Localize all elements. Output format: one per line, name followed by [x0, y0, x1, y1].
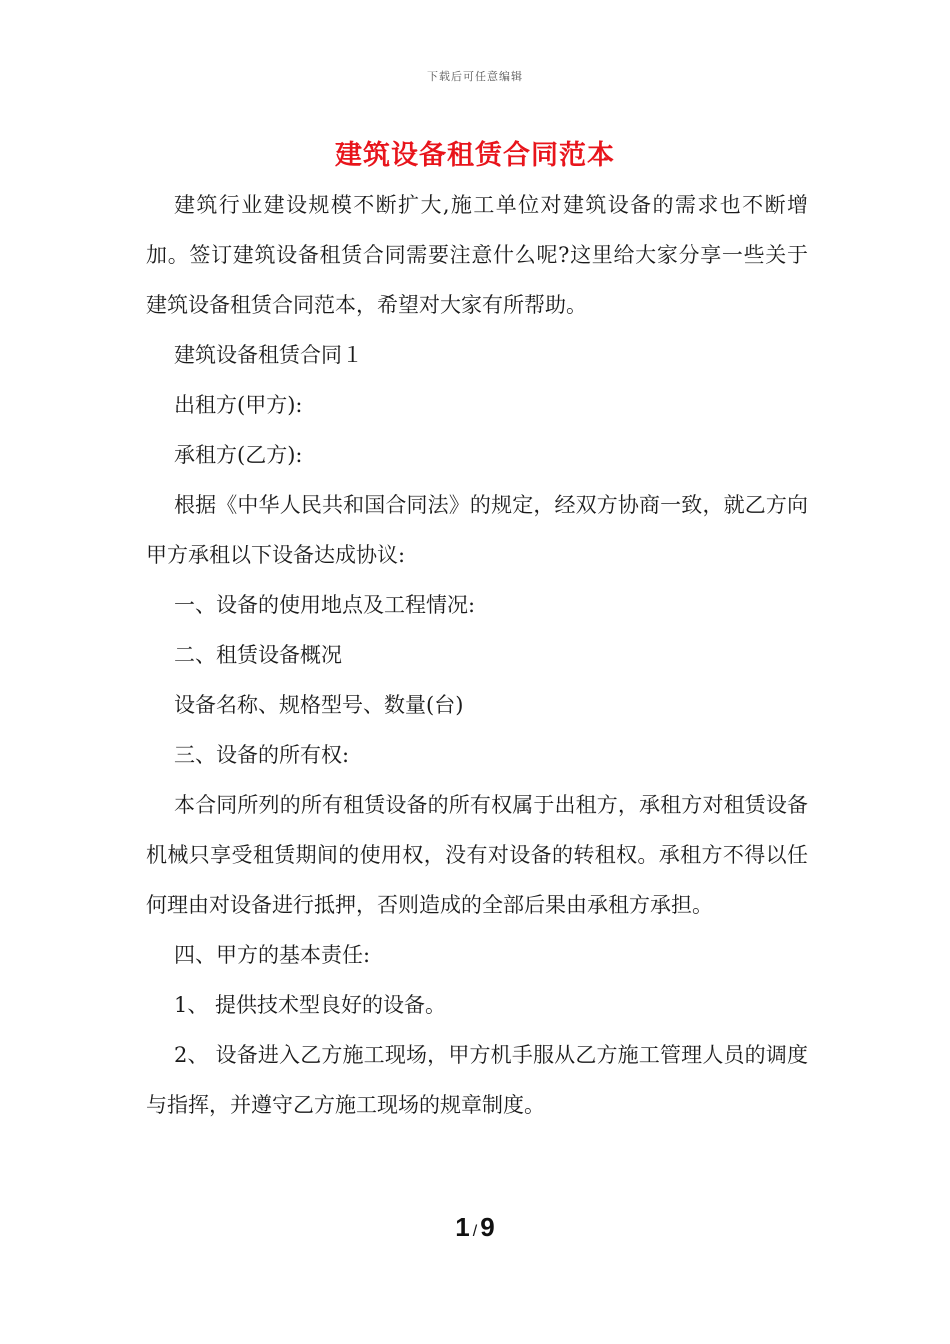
paragraph: 承租方(乙方):	[174, 443, 303, 467]
paragraph: 根据《中华人民共和国合同法》的规定，经双方协商一致，就乙方向甲方承租以下设备达成协议:	[146, 493, 808, 567]
paragraph: 建筑设备租赁合同１	[174, 343, 363, 367]
paragraph: 三、设备的所有权:	[174, 743, 350, 767]
document-title: 建筑设备租赁合同范本	[335, 140, 615, 171]
paragraph: 出租方(甲方):	[174, 393, 303, 417]
document-body	[146, 180, 808, 1130]
paragraph: 本合同所列的所有租赁设备的所有权属于出租方，承租方对租赁设备机械只享受租赁期间的使用权，没有对设备的转租权。承租方不得以任何理由对设备进行抵押，否则造成的全部后果由承租方承担。	[146, 793, 808, 917]
paragraph: 二、租赁设备概况	[174, 643, 342, 667]
page-current: 1	[455, 1212, 470, 1242]
page-separator: /	[472, 1223, 478, 1240]
paragraph: 设备名称、规格型号、数量(台)	[174, 693, 464, 717]
page-number	[0, 1212, 950, 1243]
paragraph: 一、设备的使用地点及工程情况:	[174, 593, 476, 617]
paragraph: 1、 提供技术型良好的设备。	[174, 993, 447, 1017]
page-header: 下载后可任意编辑	[427, 70, 523, 83]
paragraph: 四、甲方的基本责任:	[174, 943, 371, 967]
page-total: 9	[480, 1212, 495, 1242]
paragraph: 2、 设备进入乙方施工现场，甲方机手服从乙方施工管理人员的调度与指挥，并遵守乙方施工现场的规章制度。	[146, 1043, 808, 1117]
paragraph: 建筑行业建设规模不断扩大,施工单位对建筑设备的需求也不断增加。签订建筑设备租赁合同需要注意什么呢?这里给大家分享一些关于建筑设备租赁合同范本，希望对大家有所帮助。	[146, 193, 808, 317]
